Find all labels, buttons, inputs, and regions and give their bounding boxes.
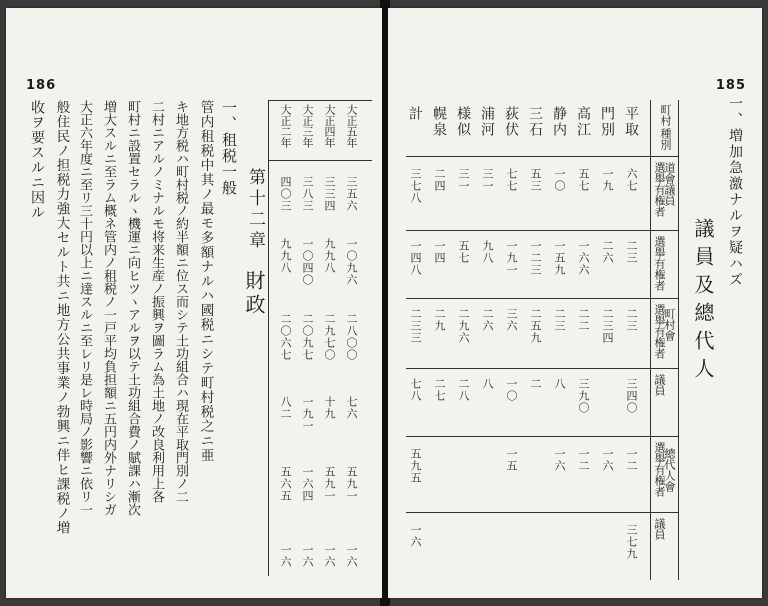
column-header: 選舉有権者	[653, 442, 666, 497]
column-header: 議員	[653, 374, 666, 396]
table-cell: 二八〇〇	[345, 313, 358, 361]
column-header: 選舉有権者	[653, 236, 666, 291]
body-line: 大正六年度ニ至リ三十円以上ニ達スルニ至レリ是レ時局ノ影響ニ依リ一	[77, 100, 92, 516]
table-cell: 五九一	[323, 466, 336, 502]
body-line: 増大スルニ至ラム概ネ管内ノ租税ノ一戸平均負担額ニ五円内外ナリシガ	[101, 100, 116, 516]
table-title: 議員及總代人	[691, 218, 715, 386]
table-cell: 二三三	[409, 308, 422, 344]
table-cell: 三一	[481, 168, 494, 192]
table-rule	[268, 160, 372, 161]
table-cell: 一〇九六	[345, 238, 358, 286]
table-cell: 十九	[323, 396, 336, 420]
body-line: 管内租税中其ノ最モ多額ナルハ國税ニシテ町村税之ニ亜	[197, 100, 214, 463]
table-rule	[406, 512, 678, 513]
table-cell: 一二	[625, 448, 638, 472]
table-cell: 八二	[279, 396, 292, 420]
table-cell: 二九七〇	[323, 313, 336, 361]
table-cell: 九九八	[279, 238, 292, 274]
table-cell: 五七	[457, 240, 470, 264]
table-cell: 二	[529, 378, 542, 390]
table-cell: 三七八	[409, 168, 422, 204]
column-header: 選舉有権者	[653, 162, 666, 217]
right-page	[388, 8, 762, 598]
table-cell: 五九五	[409, 448, 422, 484]
table-cell: 一六	[553, 448, 566, 472]
table-cell: 七七	[505, 168, 518, 192]
column-header: 議員	[653, 518, 666, 540]
table-cell: 七八	[409, 378, 422, 402]
table-cell: 一六	[601, 448, 614, 472]
table-cell: 三九〇	[577, 378, 590, 414]
column-group-label: 町村會	[663, 308, 676, 341]
table-cell: 二三四	[601, 308, 614, 344]
column-group-label: 總代人會	[663, 448, 676, 492]
row-name: 高江	[575, 106, 591, 138]
table-cell: 三五六	[345, 176, 358, 212]
table-cell: 三一	[457, 168, 470, 192]
chapter-title: 財政	[242, 270, 266, 318]
table-cell: 一二	[577, 448, 590, 472]
table-cell: 二三	[625, 240, 638, 264]
table-rule	[406, 436, 678, 437]
row-name: 浦河	[479, 106, 495, 138]
row-name: 荻伏	[503, 106, 519, 138]
table-cell: 一四八	[409, 240, 422, 276]
table-cell: 八	[553, 378, 566, 390]
row-header-top: 町村	[659, 104, 672, 126]
table-rule	[650, 100, 651, 580]
table-cell: 二九	[433, 308, 446, 332]
table-cell: 三七九	[625, 524, 638, 560]
row-name: 平取	[623, 106, 639, 138]
table-cell: 七六	[345, 396, 358, 420]
table-cell: 一〇四〇	[301, 238, 314, 286]
row-name: 門別	[599, 106, 615, 138]
table-cell: 二〇九七	[301, 313, 314, 361]
table-cell: 三三四	[323, 176, 336, 212]
page-number: 185	[715, 78, 746, 93]
row-name: 計	[407, 106, 423, 122]
table-rule	[406, 368, 678, 369]
table-cell: 一六	[279, 544, 292, 568]
table-cell: 二三	[625, 308, 638, 332]
table-cell: 一四	[433, 240, 446, 264]
table-cell: 五三	[529, 168, 542, 192]
row-name: 幌泉	[431, 106, 447, 138]
table-cell: 二八	[457, 378, 470, 402]
table-cell: 二五九	[529, 308, 542, 344]
table-cell: 九九八	[323, 238, 336, 274]
table-cell: 一六	[409, 524, 422, 548]
table-cell: 二二	[577, 308, 590, 332]
table-cell: 三八三	[301, 176, 314, 212]
column-header: 選舉有権者	[653, 304, 666, 359]
year-label: 大正三年	[301, 104, 314, 148]
table-cell: 三四〇	[625, 378, 638, 414]
table-cell: 二七	[433, 378, 446, 402]
column-group-label: 道會議員	[663, 162, 676, 206]
row-name: 三石	[527, 106, 543, 138]
table-cell: 一五	[505, 448, 518, 472]
table-cell: 一六	[345, 544, 358, 568]
table-cell: 二三	[553, 308, 566, 332]
body-line: 二村ニアルノミナルモ将来生産ノ振興ヲ圖ラム為土地ノ改良利用上各	[149, 100, 164, 503]
table-cell: 一九一	[505, 240, 518, 276]
section-heading: 一、租税一般	[220, 100, 238, 196]
left-page	[6, 8, 382, 598]
table-cell: 一六	[323, 544, 336, 568]
table-cell: 一〇	[505, 378, 518, 402]
table-cell: 二六	[601, 240, 614, 264]
year-label: 大正二年	[279, 104, 292, 148]
table-cell: 五九一	[345, 466, 358, 502]
table-cell: 五六五	[279, 466, 292, 502]
table-cell: 九八	[481, 240, 494, 264]
table-rule	[406, 298, 678, 299]
table-cell: 一九	[601, 168, 614, 192]
page-number: 186	[26, 78, 57, 93]
year-label: 大正四年	[323, 104, 336, 148]
table-rule	[268, 100, 269, 576]
row-name: 静内	[551, 106, 567, 138]
year-label: 大正五年	[345, 104, 358, 148]
body-line: キ地方税ハ町村税ノ約半額ニ位ス而シテ土功組合ハ現在平取門別ノ二	[173, 100, 188, 503]
table-rule	[268, 100, 372, 101]
table-cell: 二六	[481, 308, 494, 332]
section-heading: 一、増加急激ナルヲ疑ハズ	[727, 96, 743, 288]
table-rule	[406, 230, 678, 231]
table-rule	[406, 156, 678, 157]
table-cell: 一〇	[553, 168, 566, 192]
table-cell: 一九一	[301, 396, 314, 432]
chapter-number: 第十二章	[245, 168, 265, 252]
row-header-bottom: 種別	[659, 128, 672, 150]
body-line: 町村ニ設置セラルヽ機運ニ向ヒツヽアルヲ以テ土功組合費ノ賦課ハ漸次	[125, 100, 140, 516]
row-name: 様似	[455, 106, 471, 138]
body-line: 收ヲ要スルニ因ル	[29, 100, 45, 220]
table-cell: 二九六	[457, 308, 470, 344]
table-cell: 四〇三	[279, 176, 292, 212]
table-rule	[678, 100, 679, 580]
table-cell: 一六六	[577, 240, 590, 276]
table-cell: 一六四	[301, 466, 314, 502]
table-cell: 三六	[505, 308, 518, 332]
table-cell: 一六	[301, 544, 314, 568]
table-cell: 一五九	[553, 240, 566, 276]
table-cell: 五七	[577, 168, 590, 192]
table-cell: 八	[481, 378, 494, 390]
body-line: 般住民ノ担税力強大セルト共ニ地方公共事業ノ勃興ニ伴ヒ課税ノ増	[53, 100, 70, 535]
table-cell: 一二三	[529, 240, 542, 276]
table-cell: 二〇六七	[279, 313, 292, 361]
table-cell: 二四	[433, 168, 446, 192]
table-cell: 六七	[625, 168, 638, 192]
